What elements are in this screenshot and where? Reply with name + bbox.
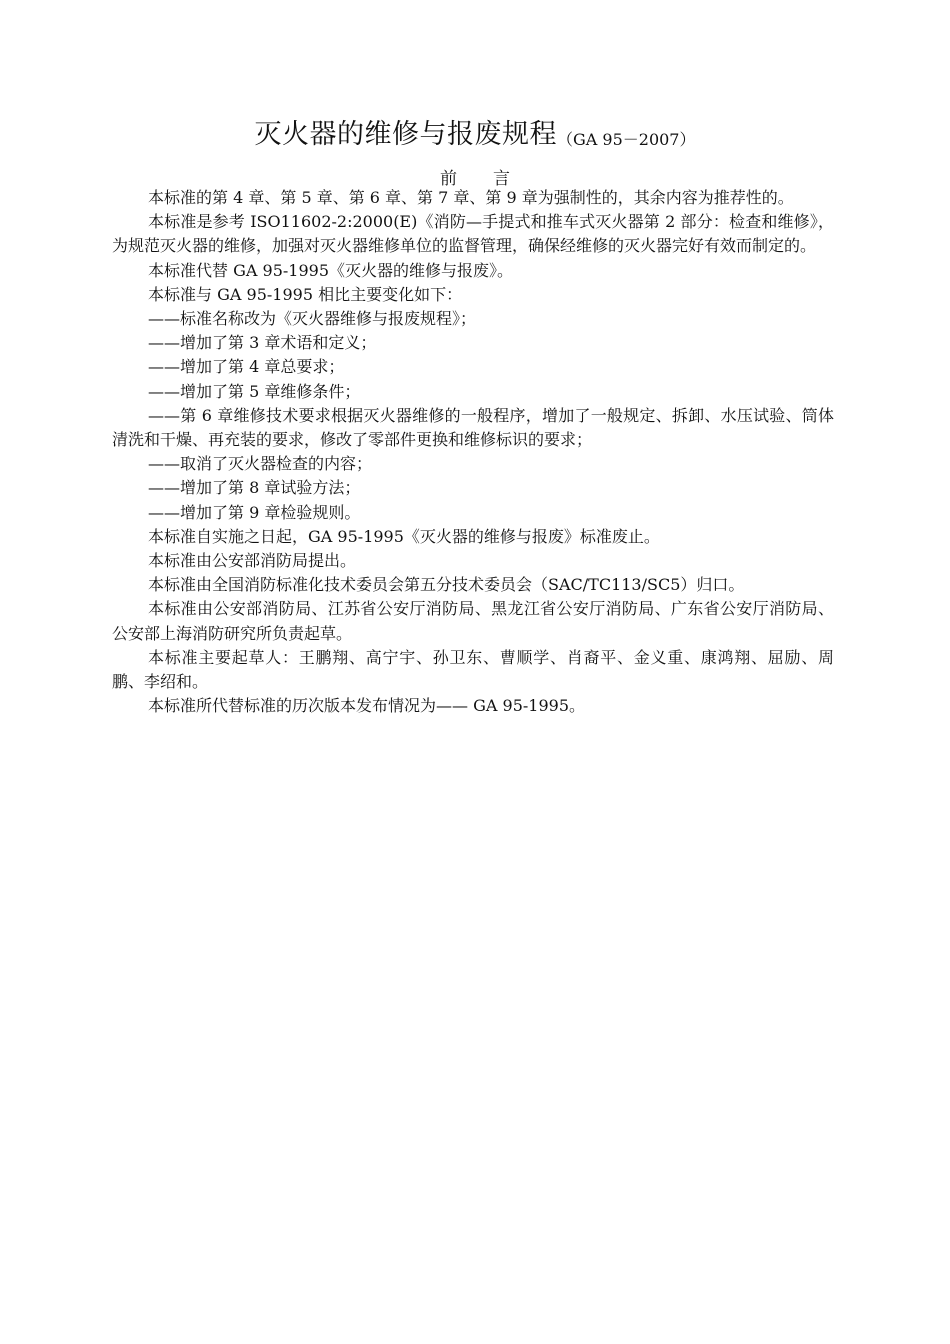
list-item: ——增加了第 9 章检验规则。 [148, 502, 361, 522]
paragraph: 本标准由公安部消防局提出。 [148, 551, 357, 571]
paragraph: 本标准是参考 ISO11602-2:2000(E)《消防—手提式和推车式灭火器第 2 部分：检查和维修》，为规范灭火器的维修，加强对灭火器维修单位的监督管理，确保经维修的灭火器完好有效而制定的。 [112, 212, 834, 256]
section-heading: 前言 [440, 169, 546, 189]
paragraph: 本标准的第 4 章、第 5 章、第 6 章、第 7 章、第 9 章为强制性的，其余内容为推荐性的。 [148, 188, 794, 207]
document-title [0, 112, 950, 151]
list-item: ——增加了第 4 章总要求； [148, 357, 345, 377]
paragraph: 本标准主要起草人：王鹏翔、高宁宇、孙卫东、曹顺学、肖裔平、金义重、康鸿翔、屈励、周鹏、李绍和。 [112, 647, 834, 692]
list-item: ——取消了灭火器检查的内容； [148, 454, 373, 474]
document-body [112, 186, 834, 718]
list-item: ——增加了第 8 章试验方法； [148, 478, 361, 498]
list-item: ——增加了第 3 章术语和定义； [148, 333, 377, 353]
paragraph: 本标准所代替标准的历次版本发布情况为—— GA 95-1995。 [148, 696, 585, 716]
list-item: ——标准名称改为《灭火器维修与报废规程》； [148, 309, 477, 329]
list-item: ——增加了第 5 章维修条件； [148, 381, 361, 401]
paragraph: 本标准由全国消防标准化技术委员会第五分技术委员会（SAC/TC113/SC5）归口。 [148, 575, 745, 595]
paragraph: 本标准与 GA 95-1995 相比主要变化如下： [148, 284, 463, 304]
list-item: ——第 6 章维修技术要求根据灭火器维修的一般程序，增加了一般规定、拆卸、水压试验、筒体清洗和干燥、再充装的要求，修改了零部件更换和维修标识的要求； [112, 405, 834, 450]
standard-code: （GA 95－2007） [556, 130, 696, 149]
paragraph: 本标准自实施之日起，GA 95-1995《灭火器的维修与报废》标准废止。 [148, 526, 660, 546]
paragraph: 本标准代替 GA 95-1995《灭火器的维修与报废》。 [148, 260, 513, 280]
paragraph: 本标准由公安部消防局、江苏省公安厅消防局、黑龙江省公安厅消防局、广东省公安厅消防局、公安部上海消防研究所负责起草。 [112, 599, 834, 643]
title-text: 灭火器的维修与报废规程 [254, 119, 557, 150]
